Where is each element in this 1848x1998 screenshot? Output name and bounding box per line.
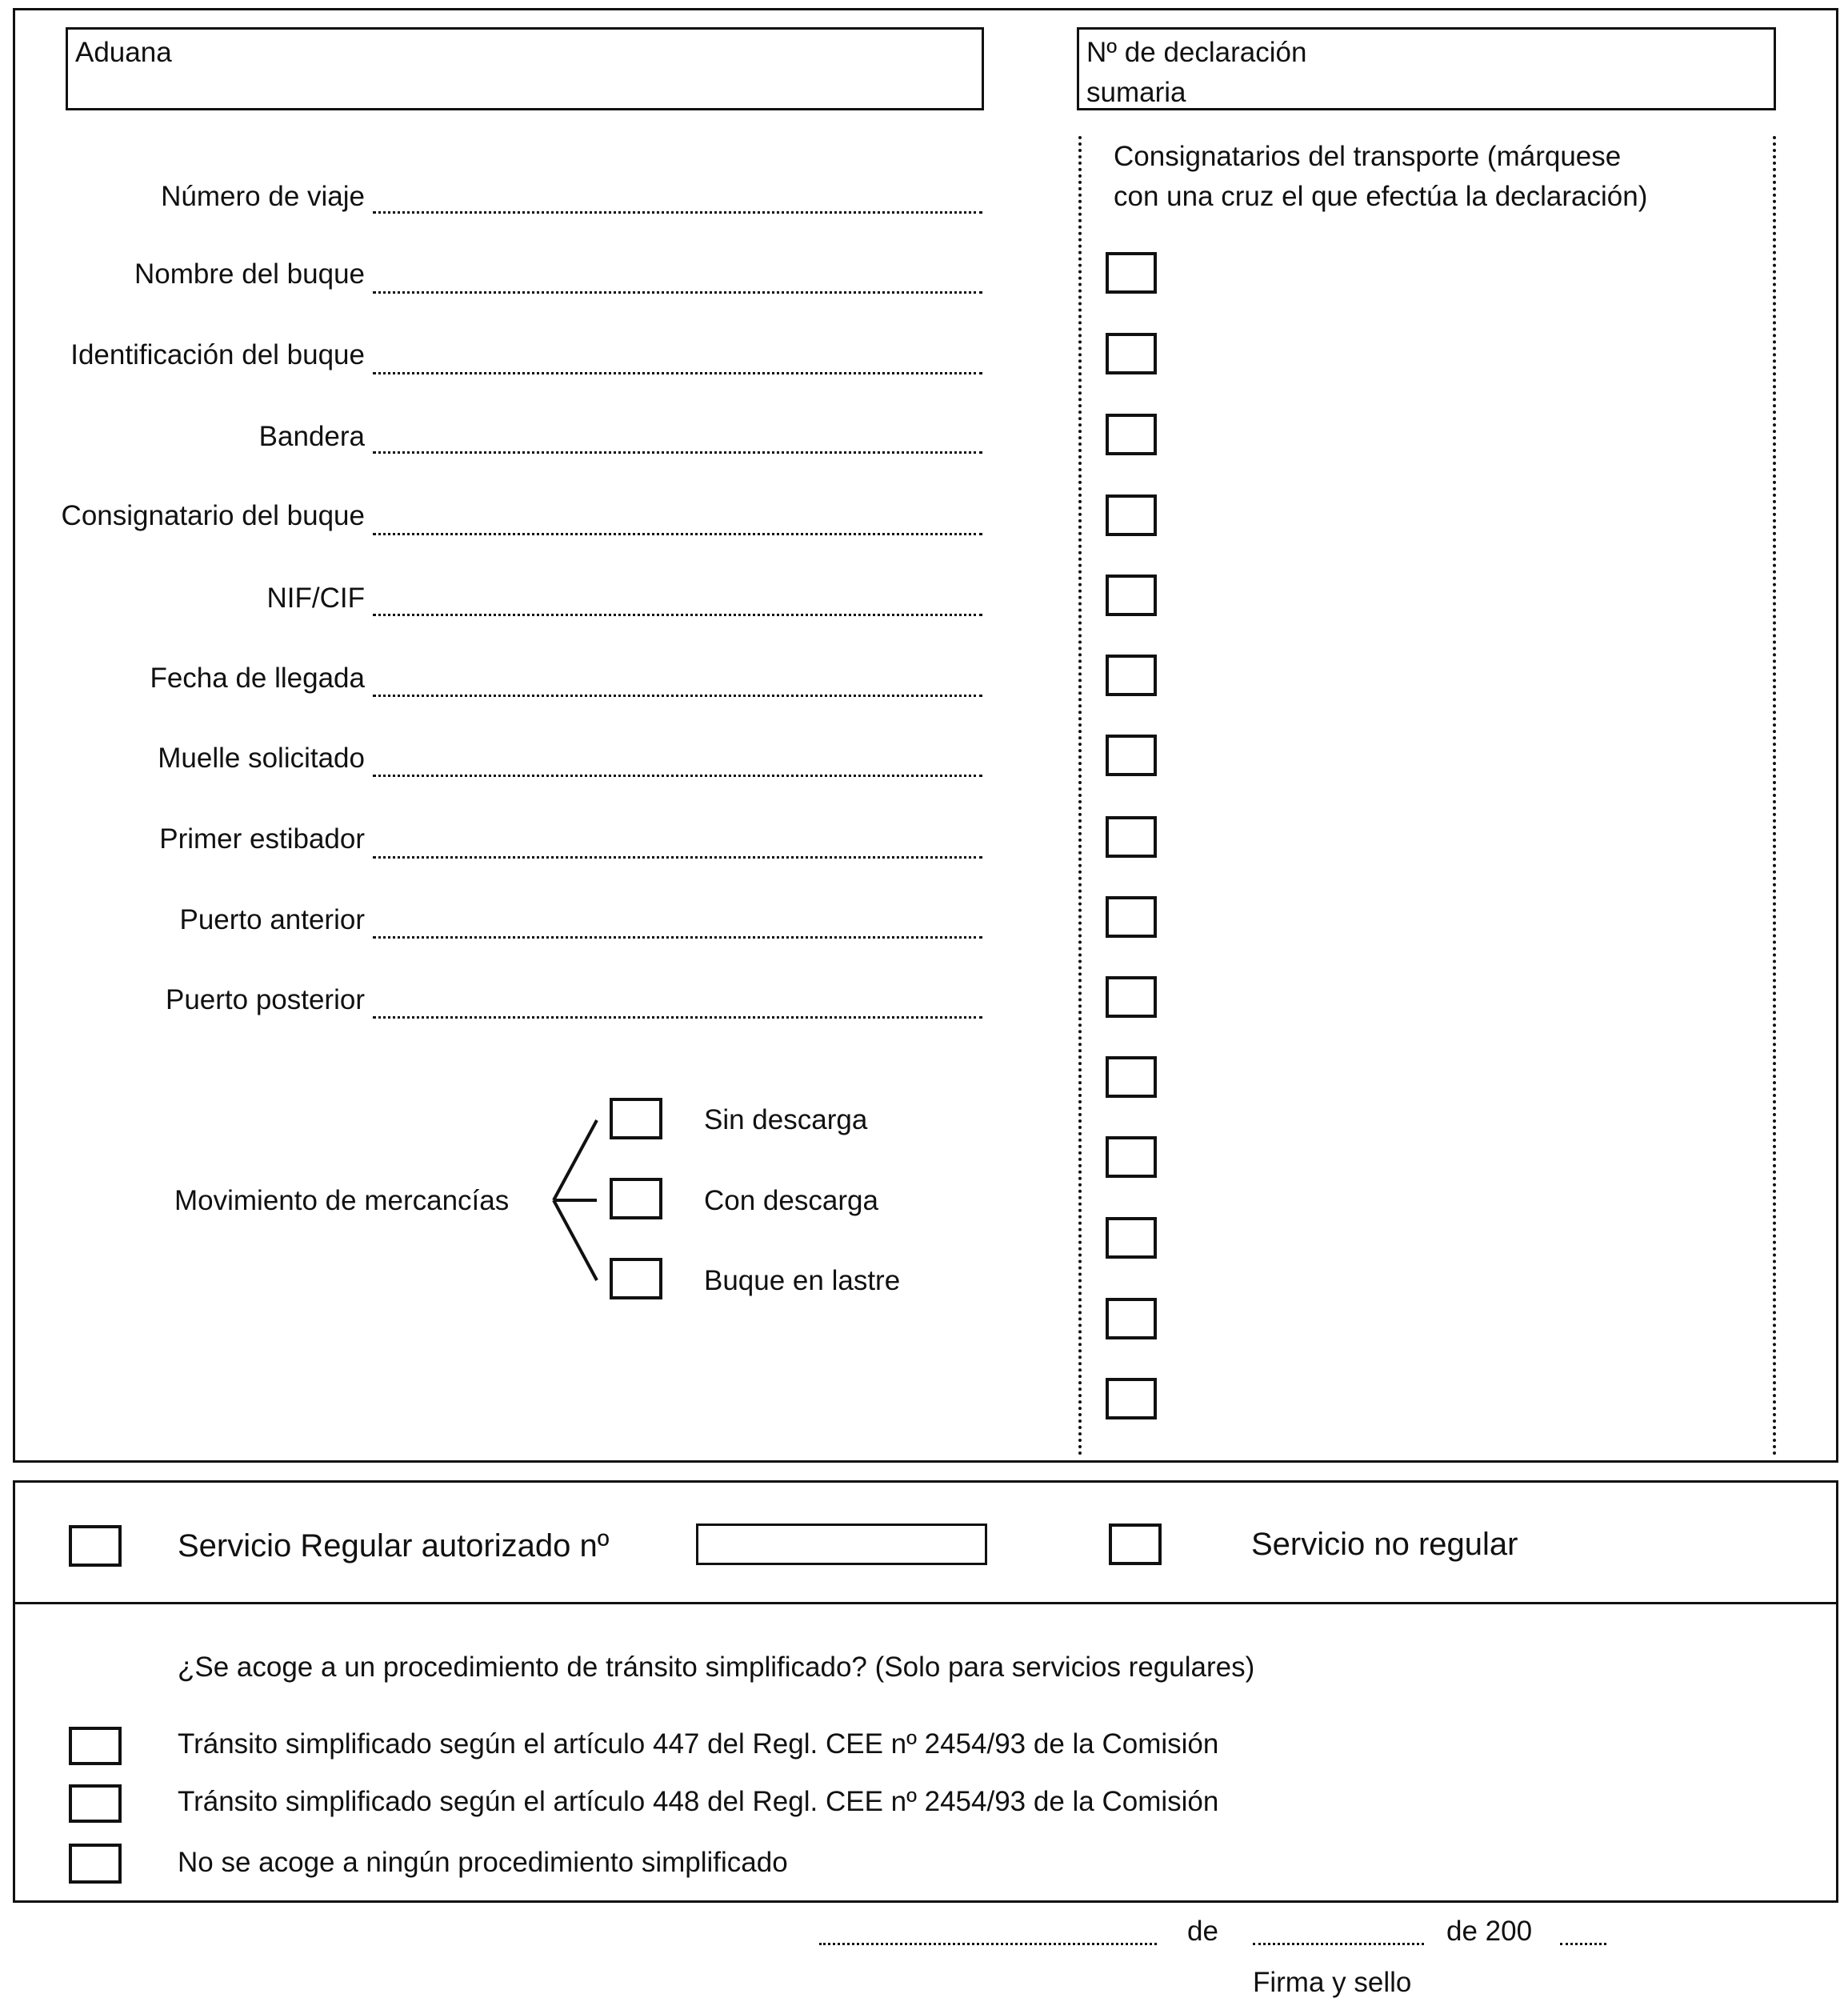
field-line-identificacion[interactable]: [373, 372, 982, 374]
field-line-fecha-llegada[interactable]: [373, 695, 982, 697]
field-label-puerto-posterior: Puerto posterior: [165, 984, 365, 1015]
field-line-muelle[interactable]: [373, 775, 982, 777]
consignatario-checkbox[interactable]: [1106, 1378, 1157, 1419]
upper-section: [13, 8, 1838, 1463]
field-label-bandera: Bandera: [258, 421, 365, 452]
consignatarios-heading-line2: con una cruz el que efectúa la declaración): [1114, 181, 1648, 212]
field-line-nif-cif[interactable]: [373, 614, 982, 616]
consignatario-checkbox[interactable]: [1106, 816, 1157, 858]
transito-448-checkbox[interactable]: [69, 1784, 122, 1823]
bracket-icon: [544, 1112, 616, 1288]
field-line-numero-viaje[interactable]: [373, 211, 982, 214]
field-label-muelle: Muelle solicitado: [158, 743, 365, 774]
consignatario-checkbox[interactable]: [1106, 1217, 1157, 1259]
consignatario-checkbox[interactable]: [1106, 1298, 1157, 1339]
consignatario-checkbox[interactable]: [1106, 414, 1157, 455]
consignatario-checkbox[interactable]: [1106, 1136, 1157, 1178]
field-label-consignatario-buque: Consignatario del buque: [61, 500, 365, 531]
aduana-label: Aduana: [75, 37, 172, 68]
consignatario-checkbox[interactable]: [1106, 494, 1157, 536]
consignatario-checkbox[interactable]: [1106, 976, 1157, 1018]
field-line-nombre-buque[interactable]: [373, 291, 982, 294]
buque-lastre-label: Buque en lastre: [704, 1265, 901, 1296]
field-label-primer-estibador: Primer estibador: [159, 823, 365, 855]
transito-448-label: Tránsito simplificado según el artículo 448 del Regl. CEE nº 2454/93 de la Comisión: [178, 1786, 1219, 1817]
field-line-consignatario-buque[interactable]: [373, 533, 982, 535]
consignatario-checkbox[interactable]: [1106, 252, 1157, 294]
consignatario-checkbox[interactable]: [1106, 333, 1157, 374]
buque-lastre-checkbox[interactable]: [610, 1258, 662, 1299]
place-line[interactable]: [819, 1943, 1157, 1945]
field-label-numero-viaje: Número de viaje: [161, 181, 365, 212]
consignatario-checkbox[interactable]: [1106, 1056, 1157, 1098]
con-descarga-label: Con descarga: [704, 1185, 878, 1216]
year-line[interactable]: [1560, 1943, 1606, 1945]
transito-447-label: Tránsito simplificado según el artículo 447 del Regl. CEE nº 2454/93 de la Comisión: [178, 1728, 1219, 1760]
consignatarios-left-border: [1078, 136, 1082, 1456]
con-descarga-checkbox[interactable]: [610, 1178, 662, 1219]
consignatarios-right-border: [1773, 136, 1776, 1456]
field-label-puerto-anterior: Puerto anterior: [179, 904, 365, 935]
no-transito-label: No se acoge a ningún procedimiento simplificado: [178, 1847, 788, 1878]
no-transito-checkbox[interactable]: [69, 1844, 122, 1884]
field-label-identificacion: Identificación del buque: [70, 339, 365, 370]
sin-descarga-checkbox[interactable]: [610, 1098, 662, 1139]
consignatario-checkbox[interactable]: [1106, 896, 1157, 938]
month-line[interactable]: [1253, 1943, 1424, 1945]
footer-year-label: de 200: [1446, 1916, 1533, 1947]
field-line-bandera[interactable]: [373, 451, 982, 454]
consignatario-checkbox[interactable]: [1106, 655, 1157, 696]
firma-sello-label: Firma y sello: [1253, 1967, 1412, 1998]
servicio-regular-checkbox[interactable]: [69, 1525, 122, 1567]
servicio-no-regular-label: Servicio no regular: [1251, 1527, 1518, 1562]
declaracion-label-line2: sumaria: [1086, 77, 1186, 108]
field-line-puerto-posterior[interactable]: [373, 1016, 982, 1019]
servicio-divider: [13, 1602, 1838, 1604]
field-label-nombre-buque: Nombre del buque: [134, 258, 365, 290]
consignatario-checkbox[interactable]: [1106, 575, 1157, 616]
transito-447-checkbox[interactable]: [69, 1727, 122, 1765]
field-label-nif-cif: NIF/CIF: [266, 583, 365, 614]
sin-descarga-label: Sin descarga: [704, 1104, 868, 1135]
field-line-puerto-anterior[interactable]: [373, 936, 982, 939]
declaracion-label-line1: Nº de declaración: [1086, 37, 1307, 68]
servicio-regular-label: Servicio Regular autorizado nº: [178, 1528, 610, 1564]
servicio-no-regular-checkbox[interactable]: [1109, 1524, 1162, 1565]
consignatario-checkbox[interactable]: [1106, 735, 1157, 776]
aduana-box[interactable]: [66, 27, 984, 110]
field-line-primer-estibador[interactable]: [373, 856, 982, 859]
movimiento-label: Movimiento de mercancías: [174, 1185, 510, 1216]
consignatarios-heading-line1: Consignatarios del transporte (márquese: [1114, 141, 1622, 172]
footer-de-label: de: [1187, 1916, 1218, 1947]
field-label-fecha-llegada: Fecha de llegada: [150, 663, 365, 694]
servicio-regular-number-input[interactable]: [696, 1524, 987, 1565]
transito-question: ¿Se acoge a un procedimiento de tránsito simplificado? (Solo para servicios regulares): [178, 1652, 1255, 1683]
